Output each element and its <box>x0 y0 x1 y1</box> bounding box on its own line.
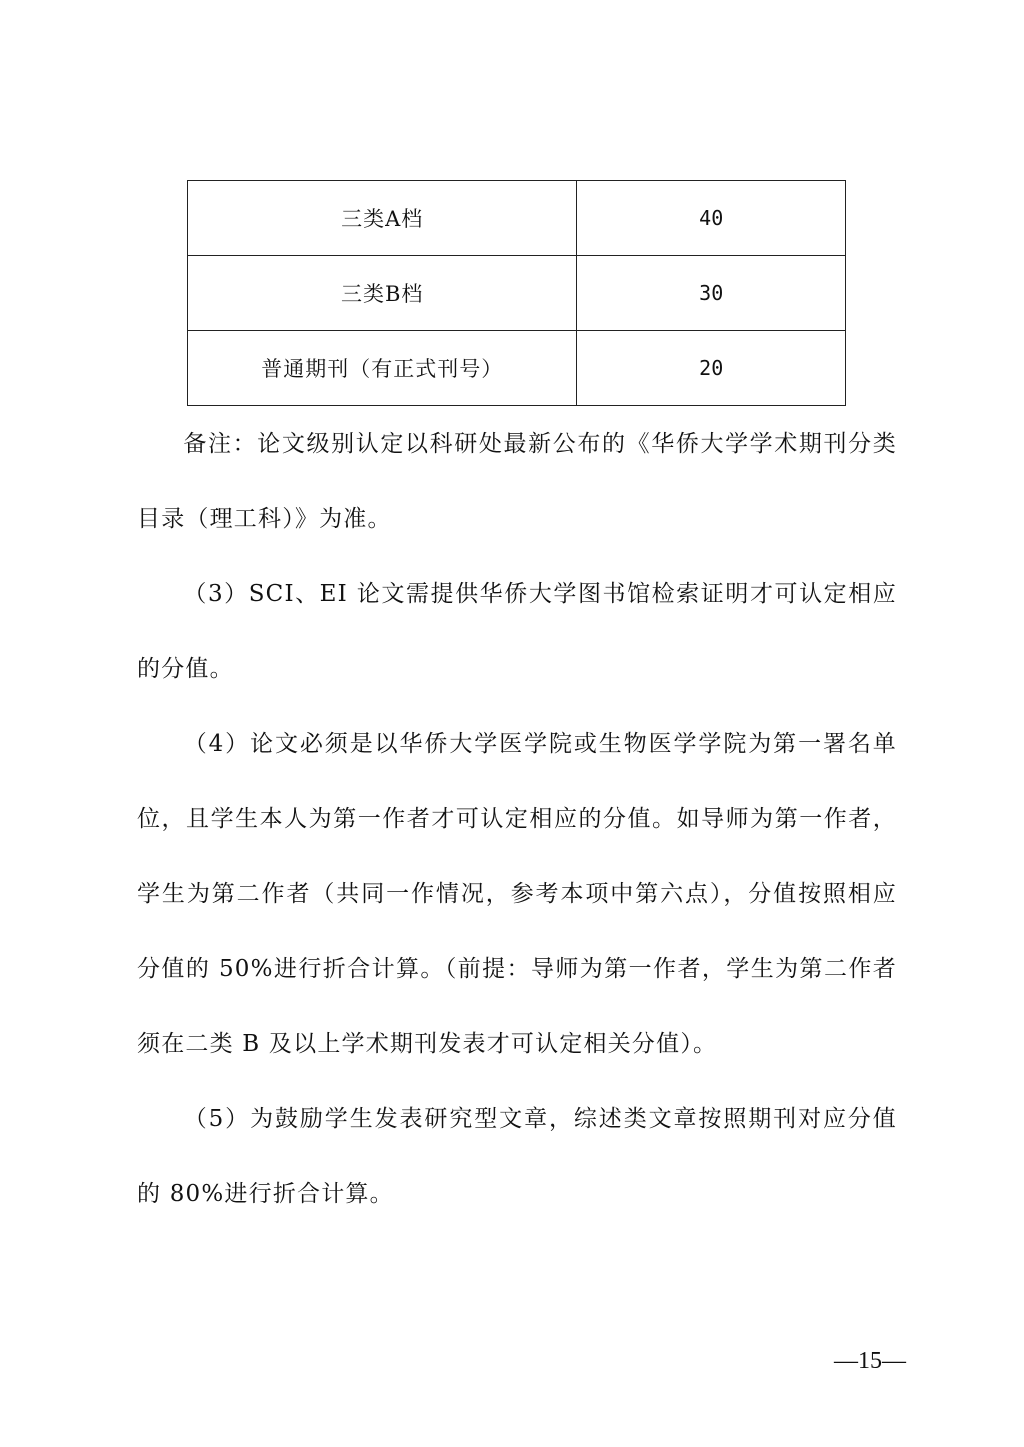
category-cell: 普通期刊（有正式刊号） <box>188 331 577 406</box>
score-table <box>187 180 846 406</box>
page-number: —15— <box>834 1348 906 1374</box>
item-4-paragraph <box>137 707 897 1082</box>
table-row <box>188 256 846 331</box>
item-4-text: （4）论文必须是以华侨大学医学院或生物医学学院为第一署名单位，且学生本人为第一作者才可认定相应的分值。如导师为第一作者，学生为第二作者（共同一作情况，参考本项中第六点），分值按照相应分值的 50%进行折合计算。（前提：导师为第一作者，学生为第二作者须在二类 B 及以上学术期刊发表才可认定相关分值）。 <box>137 731 897 1057</box>
item-3-text: （3）SCI、EI 论文需提供华侨大学图书馆检索证明才可认定相应的分值。 <box>137 581 897 682</box>
score-cell: 30 <box>577 256 846 331</box>
category-cell: 三类B档 <box>188 256 577 331</box>
note-text: 备注：论文级别认定以科研处最新公布的《华侨大学学术期刊分类目录（理工科）》为准。 <box>137 431 897 532</box>
table-row <box>188 331 846 406</box>
category-cell: 三类A档 <box>188 181 577 256</box>
item-5-text: （5）为鼓励学生发表研究型文章，综述类文章按照期刊对应分值的 80%进行折合计算。 <box>137 1106 897 1207</box>
item-5-paragraph <box>137 1082 897 1232</box>
note-paragraph <box>137 407 897 557</box>
item-3-paragraph <box>137 557 897 707</box>
score-cell: 20 <box>577 331 846 406</box>
score-cell: 40 <box>577 181 846 256</box>
table-row <box>188 181 846 256</box>
